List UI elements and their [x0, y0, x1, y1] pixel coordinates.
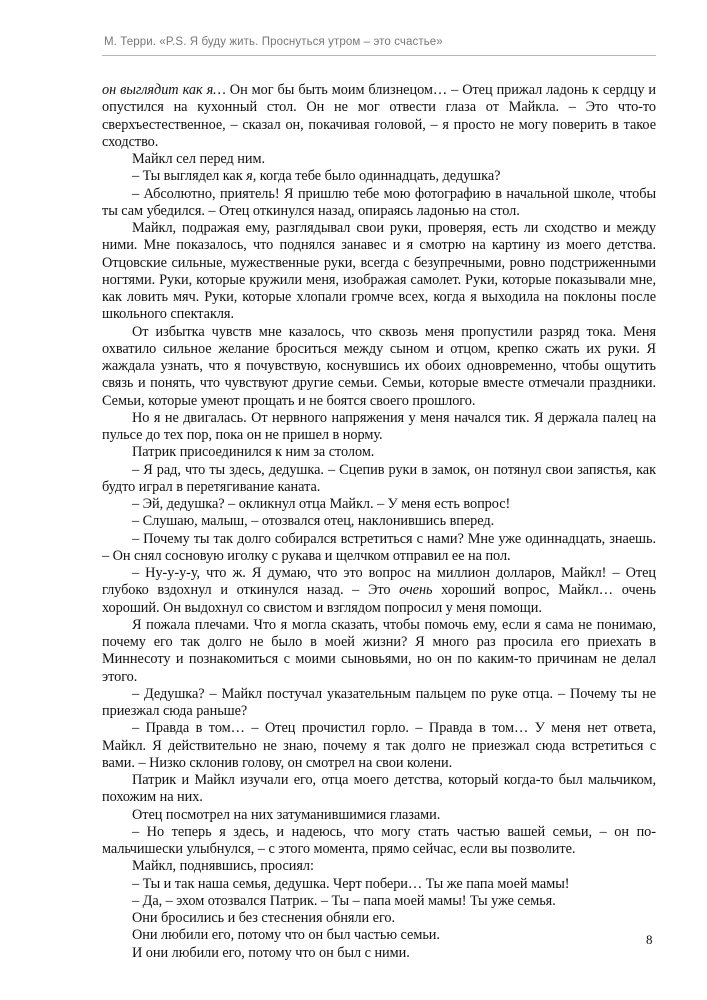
page-number: 8 — [646, 932, 653, 947]
paragraph: – Слушаю, малыш, – отозвался отец, наклонившись вперед. — [132, 513, 495, 530]
paragraph: Патрик присоединился к ним за столом. — [132, 444, 375, 461]
paragraph: Патрик и Майкл изучали его, отца моего детства, который когда-то был мальчиком, похожим на них. — [102, 772, 656, 806]
italic-lead: он выглядит как я… — [102, 82, 226, 98]
paragraph: – Эй, дедушка? – окликнул отца Майкл. – У меня есть вопрос! — [132, 496, 511, 512]
paragraph: И они любили его, потому что он был с ними. — [132, 944, 410, 961]
paragraph: – Почему ты так долго собирался встретиться с нами? Мне уже одиннадцать, знаешь. – Он снял сосновую иголку с рукава и щелчком отправил ее на пол. — [102, 530, 656, 564]
paragraph: – Но теперь я здесь, и надеюсь, что могу стать частью вашей семьи, – он по-мальчишески улыбнулся, – с этого момента, прямо сейчас, если вы позволите. — [102, 823, 656, 857]
paragraph: – Ты выглядел как я, когда тебе было одиннадцать, дедушка? — [132, 168, 501, 185]
body-text — [102, 82, 656, 962]
paragraph: Они любили его, потому что он был частью семьи. — [132, 927, 440, 944]
paragraph: – Ты и так наша семья, дедушка. Черт побери… Ты же папа моей мамы! — [132, 875, 570, 892]
running-header: М. Терри. «P.S. Я буду жить. Проснуться утром – это счастье» — [104, 36, 443, 48]
paragraph: Майкл, поднявшись, просиял: — [132, 858, 314, 875]
paragraph: Майкл, подражая ему, разглядывал свои руки, проверяя, есть ли сходство и между ними. Мне показалось, что поднялся занавес и я смотрю на картину из моего детства. Отцовские сильные, мужественные руки, всегда с безупречными, ровно подстриженными ногтями. Руки, которые кружили меня, изображая самолет. Руки, которые показывали мне, как ловить мяч. Руки, которые хлопали громче всех, когда я выходила на поклоны после школьного спектакля. — [102, 220, 656, 323]
paragraph: – Ну-у-у-у, что ж. Я думаю, что это вопрос на миллион долларов, Майкл! – Отец глубоко вздохнул и откинулся назад. – Это очень хороший вопрос, Майкл… очень хороший. Он выдохнул со свистом и взглядом попросил у меня помощи. — [102, 565, 656, 616]
header-divider — [102, 55, 656, 56]
paragraph: Но я не двигалась. От нервного напряжения у меня начался тик. Я держала палец на пульсе до тех пор, пока он не пришел в норму. — [102, 409, 656, 443]
paragraph: Отец посмотрел на них затуманившимися глазами. — [132, 806, 441, 823]
paragraph: От избытка чувств мне казалось, что сквозь меня пропустили разряд тока. Меня охватило сильное желание броситься между сыном и отцом, крепко сжать их руки. Я жаждала узнать, что я почувствую, коснувшись их обоих одновременно, чтобы ощутить связь и понять, что чувствуют другие семьи. Семьи, которые вместе отмечали праздники. Семьи, которые умеют прощать и не боятся своего прошлого. — [102, 323, 656, 409]
paragraph: – Дедушка? – Майкл постучал указательным пальцем по руке отца. – Почему ты не приезжал сюда раньше? — [102, 685, 656, 719]
paragraph: – Правда в том… – Отец прочистил горло. – Правда в том… У меня нет ответа, Майкл. Я действительно не знаю, почему я так долго не приезжал сюда встретиться с вами. – Низко склонив голову, он смотрел на свои колени. — [102, 720, 656, 771]
paragraph: – Я рад, что ты здесь, дедушка. – Сцепив руки в замок, он потянул свои запястья, как будто играл в перетягивание каната. — [102, 461, 656, 495]
paragraph: Они бросились и без стеснения обняли его. — [132, 910, 396, 926]
paragraph: – Абсолютно, приятель! Я пришлю тебе мою фотографию в начальной школе, чтобы ты сам убедился. – Отец откинулся назад, опираясь ладонью на стол. — [102, 185, 656, 219]
paragraph: он выглядит как я… Он мог бы быть моим близнецом… – Отец прижал ладонь к сердцу и опустился на кухонный стол. Он не мог отвести глаза от Майкла. – Это что-то сверхъестественное, – сказал он, покачивая головой, – я просто не могу поверить в такое сходство. — [102, 82, 656, 150]
paragraph: Майкл сел перед ним. — [132, 151, 266, 167]
paragraph: Я пожала плечами. Что я могла сказать, чтобы помочь ему, если я сама не понимаю, почему его так долго не было в моей жизни? Я много раз просила его приехать в Миннесоту и познакомиться с моими сыновьями, но он по каким-то причинам не делал этого. — [102, 616, 656, 685]
emphasis: я, — [246, 168, 257, 185]
paragraph: – Да, – эхом отозвался Патрик. – Ты – папа моей мамы! Ты уже семья. — [132, 892, 556, 909]
emphasis: очень — [399, 582, 433, 599]
